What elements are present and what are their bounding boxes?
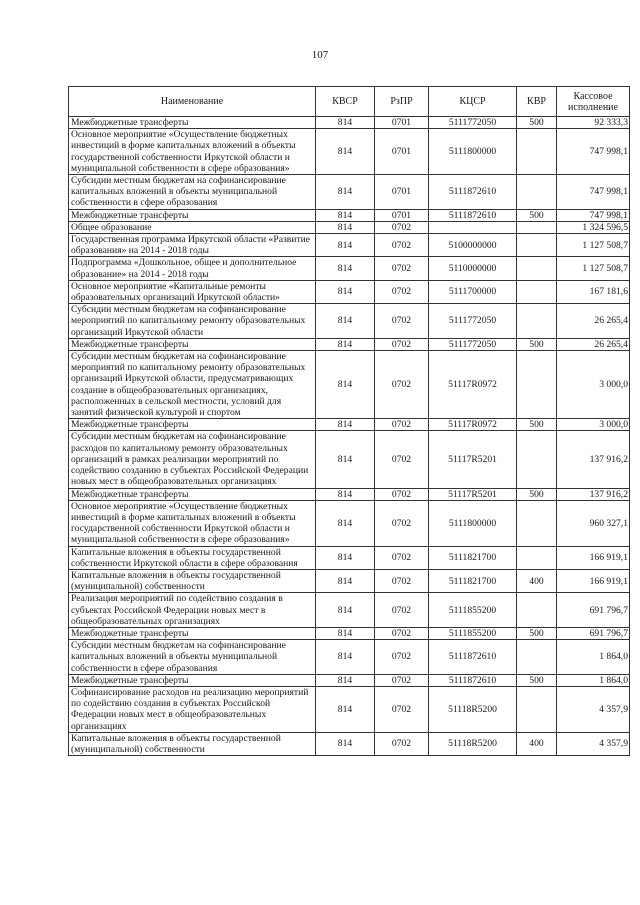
cell-kvsr: 814	[316, 686, 375, 732]
cell-kvr: 400	[517, 569, 557, 592]
cell-kvsr: 814	[316, 280, 375, 303]
table-row	[69, 546, 630, 569]
cell-kvsr: 814	[316, 129, 375, 175]
cell-kcsr: 5111772050	[429, 304, 517, 339]
cell-kcsr: 51117R0972	[429, 419, 517, 431]
cell-name: Капитальные вложения в объекты государственной собственности Иркутской области в сфере образования	[69, 546, 316, 569]
cell-kvsr: 814	[316, 640, 375, 675]
cell-kcsr: 51117R0972	[429, 351, 517, 419]
cell-kvsr: 814	[316, 304, 375, 339]
table-row	[69, 627, 630, 639]
cell-rzpr: 0701	[375, 117, 429, 129]
table-row	[69, 280, 630, 303]
column-header-name: Наименование	[69, 87, 316, 117]
cell-rzpr: 0702	[375, 488, 429, 500]
cell-kvr	[517, 686, 557, 732]
cell-name: Общее образование	[69, 221, 316, 233]
cell-kcsr: 5111872610	[429, 209, 517, 221]
cell-name: Основное мероприятие «Осуществление бюджетных инвестиций в форме капитальных вложений в объекты государственной собственности Иркутской области и муниципальной собственности в сфере образования»	[69, 129, 316, 175]
table-row	[69, 488, 630, 500]
cell-kvsr: 814	[316, 593, 375, 628]
cell-name: Капитальные вложения в объекты государственной (муниципальной) собственности	[69, 569, 316, 592]
cell-kvsr: 814	[316, 546, 375, 569]
cell-kcsr: 51118R5200	[429, 732, 517, 755]
cell-amount: 1 127 508,7	[557, 234, 630, 257]
table-row	[69, 338, 630, 350]
cell-name: Межбюджетные трансферты	[69, 627, 316, 639]
cell-amount: 4 357,9	[557, 732, 630, 755]
cell-name: Межбюджетные трансферты	[69, 209, 316, 221]
cell-name: Капитальные вложения в объекты государственной (муниципальной) собственности	[69, 732, 316, 755]
cell-kcsr: 5111872610	[429, 640, 517, 675]
table-row	[69, 304, 630, 339]
cell-rzpr: 0702	[375, 686, 429, 732]
table-row	[69, 569, 630, 592]
cell-rzpr: 0702	[375, 234, 429, 257]
cell-amount: 1 864,0	[557, 640, 630, 675]
cell-rzpr: 0702	[375, 640, 429, 675]
table-row	[69, 257, 630, 280]
cell-kvsr: 814	[316, 627, 375, 639]
cell-rzpr: 0702	[375, 351, 429, 419]
table-row	[69, 221, 630, 233]
table-row	[69, 593, 630, 628]
cell-amount: 26 265,4	[557, 304, 630, 339]
cell-amount: 92 333,3	[557, 117, 630, 129]
cell-kvr: 500	[517, 209, 557, 221]
cell-kvr	[517, 129, 557, 175]
table-row	[69, 431, 630, 488]
column-header-kcsr: КЦСР	[429, 87, 517, 117]
cell-kvr	[517, 175, 557, 210]
cell-rzpr: 0702	[375, 431, 429, 488]
cell-name: Межбюджетные трансферты	[69, 674, 316, 686]
cell-kvr: 500	[517, 627, 557, 639]
cell-rzpr: 0702	[375, 221, 429, 233]
cell-kvr	[517, 351, 557, 419]
cell-amount: 691 796,7	[557, 627, 630, 639]
cell-name: Межбюджетные трансферты	[69, 338, 316, 350]
table-row	[69, 234, 630, 257]
cell-kvr	[517, 593, 557, 628]
cell-amount: 137 916,2	[557, 431, 630, 488]
cell-kvsr: 814	[316, 674, 375, 686]
cell-kcsr: 5110000000	[429, 257, 517, 280]
cell-kcsr: 5100000000	[429, 234, 517, 257]
cell-rzpr: 0702	[375, 304, 429, 339]
cell-kvr: 500	[517, 338, 557, 350]
cell-kcsr: 5111821700	[429, 546, 517, 569]
cell-name: Софинансирование расходов на реализацию мероприятий по содействию создания в субъектах Российской Федерации новых мест в общеобразовательных организациях	[69, 686, 316, 732]
cell-amount: 4 357,9	[557, 686, 630, 732]
cell-name: Реализация мероприятий по содействию создания в субъектах Российской Федерации новых мест в общеобразовательных организациях	[69, 593, 316, 628]
cell-kcsr	[429, 221, 517, 233]
column-header-kvr: КВР	[517, 87, 557, 117]
cell-kvr: 500	[517, 419, 557, 431]
table-row	[69, 640, 630, 675]
cell-name: Подпрограмма «Дошкольное, общее и дополнительное образование» на 2014 - 2018 годы	[69, 257, 316, 280]
cell-kvr	[517, 280, 557, 303]
cell-name: Государственная программа Иркутской области «Развитие образования» на 2014 - 2018 годы	[69, 234, 316, 257]
table-row	[69, 117, 630, 129]
cell-rzpr: 0702	[375, 419, 429, 431]
cell-kvsr: 814	[316, 488, 375, 500]
cell-kvr	[517, 640, 557, 675]
cell-rzpr: 0702	[375, 257, 429, 280]
cell-name: Субсидии местным бюджетам на софинансирование мероприятий по капитальному ремонту образовательных организаций Иркутской области, предусматривающих создание в общеобразовательных организациях, расположенных в сельской местности, условий для занятий физической культурой и спортом	[69, 351, 316, 419]
cell-rzpr: 0701	[375, 209, 429, 221]
table-header	[69, 87, 630, 117]
cell-name: Основное мероприятие «Осуществление бюджетных инвестиций в форме капитальных вложений в объекты государственной собственности Иркутской области и муниципальной собственности в сфере образования»	[69, 500, 316, 546]
cell-rzpr: 0701	[375, 175, 429, 210]
column-header-rzpr: РзПР	[375, 87, 429, 117]
cell-kvsr: 814	[316, 431, 375, 488]
cell-name: Субсидии местным бюджетам на софинансирование капитальных вложений в объекты муниципальной собственности в сфере образования	[69, 640, 316, 675]
cell-amount: 747 998,1	[557, 129, 630, 175]
cell-kvsr: 814	[316, 351, 375, 419]
cell-name: Межбюджетные трансферты	[69, 117, 316, 129]
cell-amount: 166 919,1	[557, 569, 630, 592]
cell-kcsr: 5111872610	[429, 175, 517, 210]
cell-name: Основное мероприятие «Капитальные ремонты образовательных организаций Иркутской области»	[69, 280, 316, 303]
cell-name: Субсидии местным бюджетам на софинансирование расходов по капитальному ремонту образовательных организаций в рамках реализации мероприятий по содействию созданию в субъектах Российской Федерации новых мест в общеобразовательных организациях	[69, 431, 316, 488]
column-header-amount: Кассовое исполнение	[557, 87, 630, 117]
cell-kvr: 500	[517, 488, 557, 500]
cell-amount: 747 998,1	[557, 209, 630, 221]
cell-kvr: 500	[517, 674, 557, 686]
cell-name: Субсидии местным бюджетам на софинансирование капитальных вложений в объекты муниципальной собственности в сфере образования	[69, 175, 316, 210]
cell-kcsr: 51117R5201	[429, 431, 517, 488]
cell-amount: 167 181,6	[557, 280, 630, 303]
cell-rzpr: 0702	[375, 627, 429, 639]
cell-amount: 26 265,4	[557, 338, 630, 350]
table-row	[69, 500, 630, 546]
cell-kcsr: 5111700000	[429, 280, 517, 303]
cell-name: Субсидии местным бюджетам на софинансирование мероприятий по капитальному ремонту образовательных организаций Иркутской области	[69, 304, 316, 339]
cell-kvsr: 814	[316, 257, 375, 280]
cell-amount: 1 324 596,5	[557, 221, 630, 233]
cell-kvsr: 814	[316, 732, 375, 755]
table-row	[69, 209, 630, 221]
page-number: 107	[311, 49, 329, 61]
cell-kvsr: 814	[316, 175, 375, 210]
cell-kcsr: 5111800000	[429, 129, 517, 175]
cell-kvsr: 814	[316, 234, 375, 257]
cell-kcsr: 5111872610	[429, 674, 517, 686]
budget-table	[68, 86, 630, 756]
column-header-kvsr: КВСР	[316, 87, 375, 117]
cell-kvr	[517, 304, 557, 339]
cell-kvsr: 814	[316, 221, 375, 233]
cell-name: Межбюджетные трансферты	[69, 488, 316, 500]
cell-rzpr: 0702	[375, 674, 429, 686]
cell-rzpr: 0701	[375, 129, 429, 175]
cell-name: Межбюджетные трансферты	[69, 419, 316, 431]
cell-kvr: 400	[517, 732, 557, 755]
cell-kvsr: 814	[316, 209, 375, 221]
cell-rzpr: 0702	[375, 593, 429, 628]
cell-kcsr: 5111772050	[429, 338, 517, 350]
table-body	[69, 117, 630, 756]
cell-kvsr: 814	[316, 419, 375, 431]
cell-kvsr: 814	[316, 338, 375, 350]
cell-amount: 960 327,1	[557, 500, 630, 546]
cell-amount: 3 000,0	[557, 351, 630, 419]
cell-amount: 747 998,1	[557, 175, 630, 210]
cell-kvr	[517, 234, 557, 257]
cell-amount: 166 919,1	[557, 546, 630, 569]
cell-kcsr: 5111821700	[429, 569, 517, 592]
cell-kvr	[517, 221, 557, 233]
cell-kvsr: 814	[316, 500, 375, 546]
cell-kvsr: 814	[316, 569, 375, 592]
cell-rzpr: 0702	[375, 732, 429, 755]
table-row	[69, 674, 630, 686]
cell-kcsr: 5111855200	[429, 593, 517, 628]
cell-kcsr: 51117R5201	[429, 488, 517, 500]
cell-kvr	[517, 546, 557, 569]
cell-kvr	[517, 500, 557, 546]
cell-rzpr: 0702	[375, 569, 429, 592]
cell-kvsr: 814	[316, 117, 375, 129]
table-row	[69, 419, 630, 431]
table-row	[69, 732, 630, 755]
cell-kvr: 500	[517, 117, 557, 129]
table-row	[69, 686, 630, 732]
table-row	[69, 175, 630, 210]
cell-rzpr: 0702	[375, 338, 429, 350]
cell-amount: 1 864,0	[557, 674, 630, 686]
table-row	[69, 129, 630, 175]
cell-amount: 1 127 508,7	[557, 257, 630, 280]
cell-kvr	[517, 257, 557, 280]
cell-rzpr: 0702	[375, 546, 429, 569]
table-row	[69, 351, 630, 419]
cell-kcsr: 5111800000	[429, 500, 517, 546]
cell-kvr	[517, 431, 557, 488]
cell-rzpr: 0702	[375, 280, 429, 303]
cell-kcsr: 5111855200	[429, 627, 517, 639]
cell-rzpr: 0702	[375, 500, 429, 546]
cell-amount: 691 796,7	[557, 593, 630, 628]
cell-amount: 137 916,2	[557, 488, 630, 500]
cell-kcsr: 5111772050	[429, 117, 517, 129]
cell-kcsr: 51118R5200	[429, 686, 517, 732]
cell-amount: 3 000,0	[557, 419, 630, 431]
header-row	[69, 87, 630, 117]
